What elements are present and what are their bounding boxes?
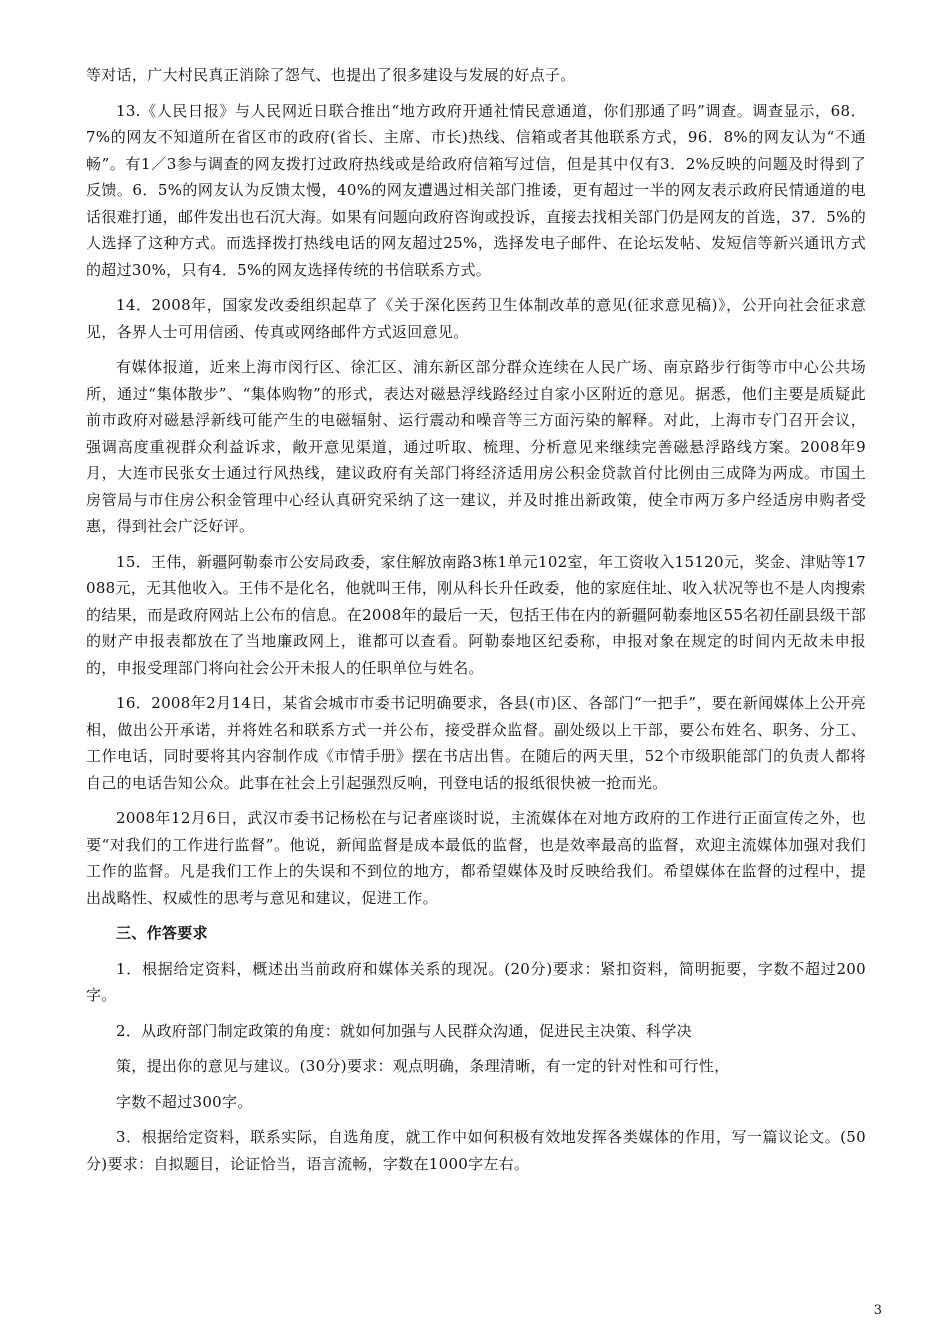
- section-heading: 三、作答要求: [116, 924, 208, 942]
- paragraph-continuation: 等对话，广大村民真正消除了怨气、也提出了很多建设与发展的好点子。: [86, 66, 576, 84]
- paragraph-item-13: 13.《人民日报》与人民网近日联合推出“地方政府开通社情民意通道，你们那通了吗”调查。调查显示，68．7%的网友不知道所在省区市的政府(省长、主席、市长)热线、信箱或者其他联系方式，96．8%的网友认为“不通畅”。有1／3参与调查的网友拨打过政府热线或是给政府信箱写过信，但是其中仅有3．2%反映的问题及时得到了反馈。6．5%的网友认为反馈太慢，40%的网友遭遇过相关部门推诿，更有超过一半的网友表示政府民情通道的电话很难打通，邮件发出也石沉大海。如果有问题向政府咨询或投诉，直接去找相关部门仍是网友的首选，37．5%的人选择了这种方式。而选择拨打热线电话的网友超过25%，选择发电子邮件、在论坛发帖、发短信等新兴通讯方式的超过30%，只有4．5%的网友选择传统的书信联系方式。: [86, 101, 866, 279]
- requirement-3: 3．根据给定资料，联系实际，自选角度，就工作中如何积极有效地发挥各类媒体的作用，写一篇议论文。(50分)要求：自拟题目，论证恰当，语言流畅，字数在1000字左右。: [86, 1128, 866, 1173]
- paragraph-item-14: 14．2008年，国家发改委组织起草了《关于深化医药卫生体制改革的意见(征求意见稿)》，公开向社会征求意见，各界人士可用信函、传真或网络邮件方式返回意见。: [86, 296, 866, 341]
- requirement-2-line-2: 策，提出你的意见与建议。(30分)要求：观点明确，条理清晰，有一定的针对性和可行性，: [116, 1057, 730, 1075]
- page-number: 3: [873, 1303, 882, 1318]
- requirement-2-line-3: 字数不超过300字。: [116, 1092, 253, 1111]
- paragraph-item-15: 15．王伟，新疆阿勒泰市公安局政委，家住解放南路3栋1单元102室，年工资收入15120元，奖金、津贴等17088元，无其他收入。王伟不是化名，他就叫王伟，刚从科长升任政委，他的家庭住址、收入状况等也不是人肉搜索的结果，而是政府网站上公布的信息。在2008年的最后一天，包括王伟在内的新疆阿勒泰地区55名初任副县级干部的财产申报表都放在了当地廉政网上，谁都可以查看。阿勒泰地区纪委称，申报对象在规定的时间内无故未申报的，申报受理部门将向社会公开未报人的任职单位与姓名。: [86, 552, 866, 677]
- requirement-2-line-1: 2．从政府部门制定政策的角度：就如何加强与人民群众沟通，促进民主决策、科学决: [116, 1021, 692, 1040]
- paragraph-wuhan: 2008年12月6日，武汉市委书记杨松在与记者座谈时说，主流媒体在对地方政府的工作进行正面宣传之外，也要“对我们的工作进行监督”。他说，新闻监督是成本最低的监督，也是效率最高的监督，欢迎主流媒体加强对我们工作的监督。凡是我们工作上的失误和不到位的地方，都希望媒体及时反映给我们。希望媒体在监督的过程中，提出战略性、权威性的思考与意见和建议，促进工作。: [86, 809, 866, 907]
- requirement-1: 1．根据给定资料，概述出当前政府和媒体关系的现况。(20分)要求：紧扣资料，简明扼要，字数不超过200字。: [86, 959, 866, 1004]
- paragraph-item-16: 16．2008年2月14日，某省会城市市委书记明确要求，各县(市)区、各部门“一把手”，要在新闻媒体上公开亮相，做出公开承诺，并将姓名和联系方式一并公布，接受群众监督。副处级以上干部，要公布姓名、职务、分工、工作电话，同时要将其内容制作成《市情手册》摆在书店出售。在随后的两天里，52个市级职能部门的负责人都将自己的电话告知公众。此事在社会上引起强烈反响，刊登电话的报纸很快被一抢而光。: [86, 694, 866, 792]
- document-page: [86, 62, 866, 1186]
- paragraph-media-report: 有媒体报道，近来上海市闵行区、徐汇区、浦东新区部分群众连续在人民广场、南京路步行街等市中心公共场所，通过“集体散步”、“集体购物”的形式，表达对磁悬浮线路经过自家小区附近的意见。据悉，他们主要是质疑此前市政府对磁悬浮新线可能产生的电磁辐射、运行震动和噪音等三方面污染的解释。对此，上海市专门召开会议，强调高度重视群众利益诉求，敞开意见渠道，通过听取、梳理、分析意见来继续完善磁悬浮路线方案。2008年9月，大连市民张女士通过行风热线，建议政府有关部门将经济适用房公积金贷款首付比例由三成降为两成。市国土房管局与市住房公积金管理中心经认真研究采纳了这一建议，并及时推出新政策，使全市两万多户经适房申购者受惠，得到社会广泛好评。: [86, 358, 866, 535]
